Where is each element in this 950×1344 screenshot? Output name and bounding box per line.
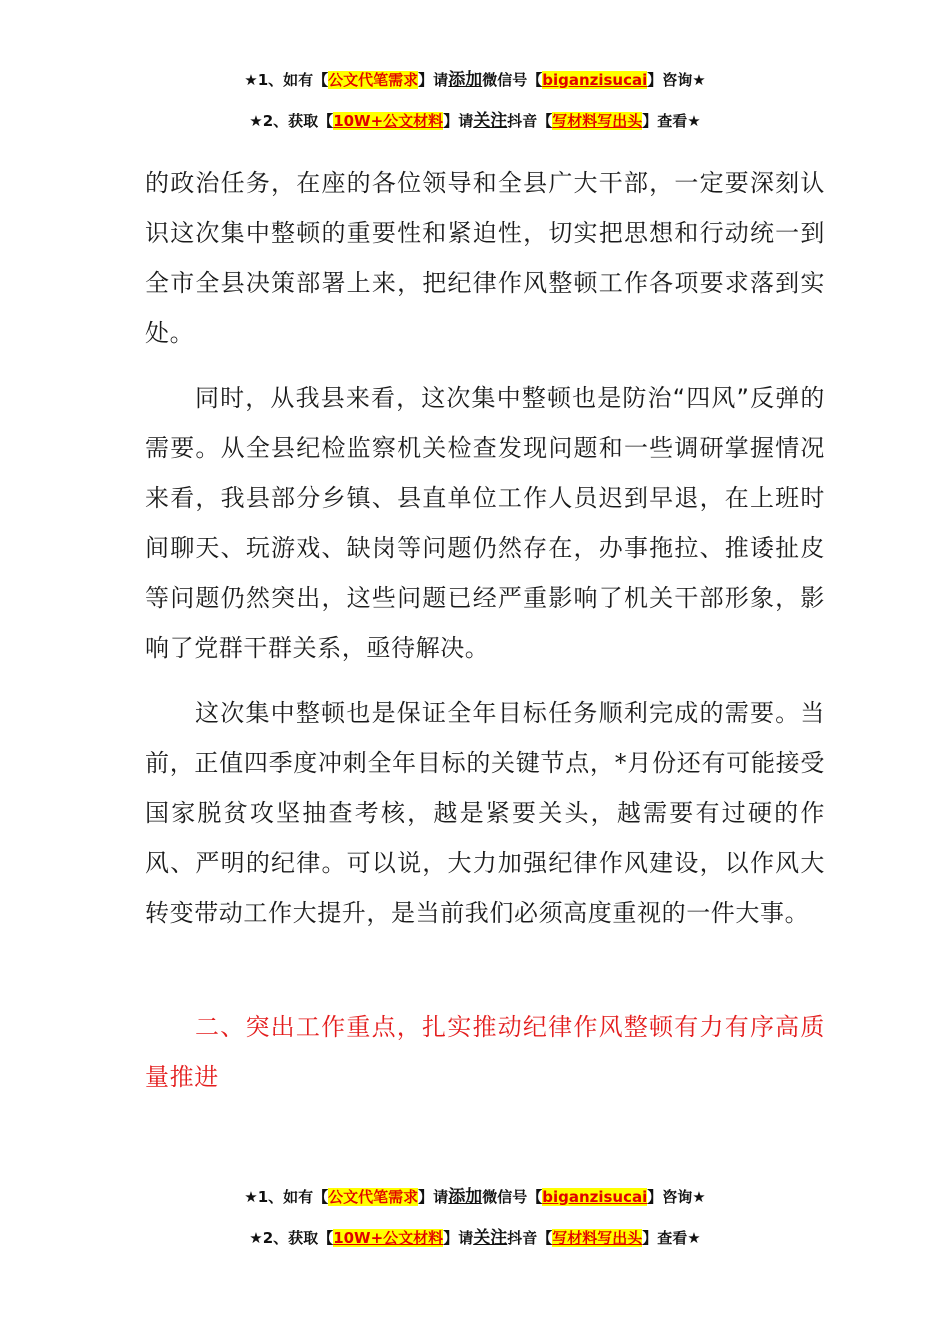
- banner-text: 】请: [443, 112, 474, 130]
- promo-banner-footer-line-1: [0, 1185, 950, 1209]
- banner-text: 】请: [443, 1229, 474, 1247]
- body-paragraph-3: 这次集中整顿也是保证全年目标任务顺利完成的需要。当前，正值四季度冲刺全年目标的关键节点，*月份还有可能接受国家脱贫攻坚抽查考核，越是紧要关头，越需要有过硬的作风、严明的纪律。可以说，大力加强纪律作风建设，以作风大转变带动工作大提升，是当前我们必须高度重视的一件大事。: [145, 699, 825, 927]
- materials-highlight: 10W+公文材料: [333, 112, 444, 130]
- banner-emphasis: 添加: [448, 1187, 483, 1207]
- banner-text: 抖音【: [507, 1229, 553, 1247]
- banner-text: 微信号【: [482, 71, 543, 89]
- banner-prefix: ★1、如有【: [244, 71, 329, 89]
- banner-text: 微信号【: [482, 1188, 543, 1206]
- banner-suffix: 】咨询★: [647, 71, 706, 89]
- banner-emphasis: 添加: [448, 70, 483, 90]
- banner-prefix: ★2、获取【: [249, 1229, 334, 1247]
- body-paragraph-2: 同时，从我县来看，这次集中整顿也是防治“四风”反弹的需要。从全县纪检监察机关检查发现问题和一些调研掌握情况来看，我县部分乡镇、县直单位工作人员迟到早退，在上班时间聊天、玩游戏、缺岗等问题仍然存在，办事拖拉、推诿扯皮等问题仍然突出，这些问题已经严重影响了机关干部形象，影响了党群干群关系，亟待解决。: [145, 384, 825, 662]
- banner-suffix: 】查看★: [642, 1229, 701, 1247]
- banner-emphasis: 关注: [473, 111, 508, 131]
- banner-text: 】请: [418, 71, 449, 89]
- body-paragraph-1: 的政治任务，在座的各位领导和全县广大干部，一定要深刻认识这次集中整顿的重要性和紧迫性，切实把思想和行动统一到全市全县决策部署上来，把纪律作风整顿工作各项要求落到实处。: [145, 169, 825, 347]
- service-highlight: 公文代笔需求: [328, 71, 419, 89]
- douyin-id-highlight: 写材料写出头: [552, 112, 643, 130]
- banner-suffix: 】查看★: [642, 112, 701, 130]
- wechat-id-highlight: biganzisucai: [542, 1188, 648, 1206]
- banner-prefix: ★1、如有【: [244, 1188, 329, 1206]
- promo-banner-line-2: [0, 109, 950, 133]
- banner-text: 抖音【: [507, 112, 553, 130]
- section-heading: 二、突出工作重点，扎实推动纪律作风整顿有力有序高质量推进: [145, 1013, 825, 1091]
- banner-emphasis: 关注: [473, 1228, 508, 1248]
- promo-banner-footer-line-2: [0, 1226, 950, 1250]
- banner-text: 】请: [418, 1188, 449, 1206]
- service-highlight: 公文代笔需求: [328, 1188, 419, 1206]
- banner-suffix: 】咨询★: [647, 1188, 706, 1206]
- banner-prefix: ★2、获取【: [249, 112, 334, 130]
- promo-banner-line-1: [0, 68, 950, 92]
- wechat-id-highlight: biganzisucai: [542, 71, 648, 89]
- douyin-id-highlight: 写材料写出头: [552, 1229, 643, 1247]
- materials-highlight: 10W+公文材料: [333, 1229, 444, 1247]
